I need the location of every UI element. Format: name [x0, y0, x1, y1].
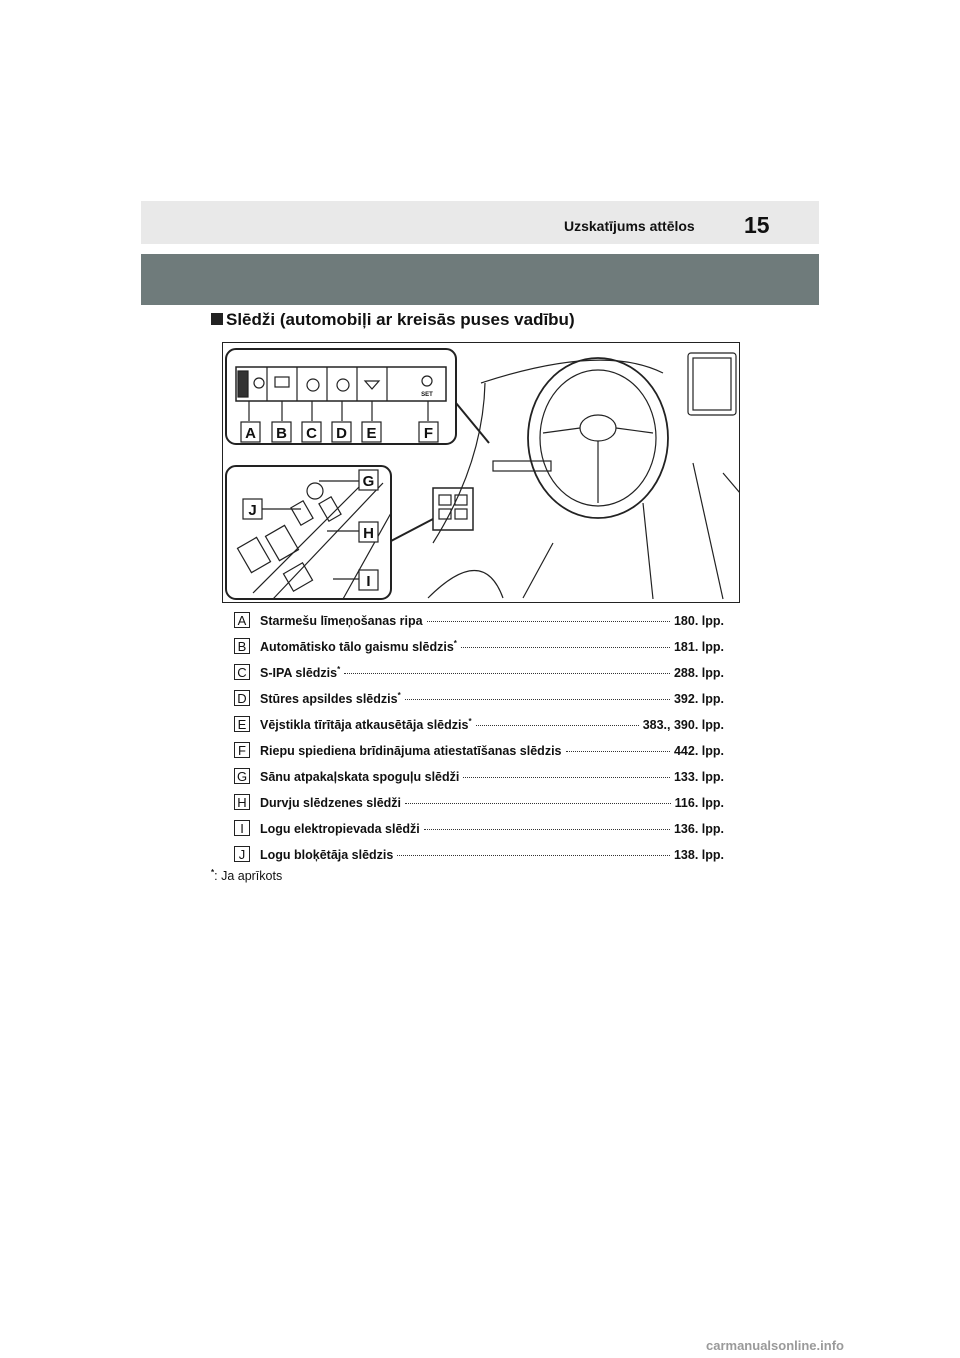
legend-label: Logu bloķētāja slēdzis — [260, 848, 394, 863]
legend-item — [234, 766, 724, 792]
section-heading — [211, 310, 575, 330]
page-reference: 383., 390. lpp. — [642, 718, 724, 733]
legend-label: S-IPA slēdzis — [260, 666, 338, 681]
switch-legend — [234, 610, 724, 870]
legend-label: Vējstikla tīrītāja atkausētāja slēdzis — [260, 718, 469, 733]
legend-item — [234, 844, 724, 870]
callout-J-label: J — [248, 502, 257, 519]
display-screen — [688, 353, 736, 415]
legend-label: Sānu atpakaļskata spoguļu slēdži — [260, 770, 460, 785]
callout-H — [359, 522, 378, 542]
page-reference: 138. lpp. — [673, 848, 724, 863]
callout-G — [359, 470, 378, 490]
header-bar — [141, 201, 819, 244]
callout-I — [359, 570, 378, 590]
legend-key: J — [234, 846, 250, 862]
page-reference: 136. lpp. — [673, 822, 724, 837]
page-reference: 442. lpp. — [673, 744, 724, 759]
callout-J — [243, 499, 262, 519]
steering-heater-icon — [337, 379, 349, 391]
callout-E — [362, 422, 381, 442]
defroster-icon — [365, 381, 379, 389]
vent-panel — [493, 461, 551, 471]
watermark-text: carmanualsonline.info — [706, 1338, 844, 1353]
headlight-dial-icon — [238, 371, 248, 397]
page-number: 15 — [744, 212, 770, 238]
legend-item — [234, 792, 724, 818]
legend-label: Riepu spiediena brīdinājuma atiestatīšanas slēdzis — [260, 744, 562, 759]
legend-key: G — [234, 768, 250, 784]
legend-label: Automātisko tālo gaismu slēdzis — [260, 640, 454, 655]
callout-C-label: C — [306, 425, 317, 442]
legend-key: E — [234, 716, 250, 732]
legend-key: D — [234, 690, 250, 706]
headlight-icon — [254, 378, 264, 388]
callout-G-label: G — [362, 473, 375, 490]
auto-beam-icon — [275, 377, 289, 387]
legend-item: D Stūres apsildes slēdzis* 392. lpp. — [234, 688, 724, 714]
sipa-icon — [307, 379, 319, 391]
page-reference: 180. lpp. — [673, 614, 724, 629]
callout-I-label: I — [366, 573, 371, 590]
callout-D-label: D — [336, 425, 347, 442]
legend-item: B Automātisko tālo gaismu slēdzis* 181. lpp. — [234, 636, 724, 662]
page-reference: 133. lpp. — [673, 770, 724, 785]
callout-F — [419, 422, 438, 442]
callout-B — [272, 422, 291, 442]
callout-A-label: A — [245, 425, 256, 442]
callout-C — [302, 422, 321, 442]
legend-item: C S-IPA slēdzis* 288. lpp. — [234, 662, 724, 688]
legend-key: I — [234, 820, 250, 836]
callout-A — [241, 422, 260, 442]
switches-illustration — [222, 342, 740, 603]
legend-item — [234, 818, 724, 844]
legend-label: Stūres apsildes slēdzis — [260, 692, 398, 707]
legend-key: B — [234, 638, 250, 654]
callout-F-label: F — [423, 425, 434, 442]
legend-key: F — [234, 742, 250, 758]
mirror-knob-icon — [307, 483, 323, 499]
section-band — [141, 254, 819, 305]
legend-key: H — [234, 794, 250, 810]
dashboard-drawing — [223, 343, 740, 603]
bullet-square-icon — [211, 313, 223, 325]
running-header-title: Uzskatījums attēlos — [564, 218, 695, 234]
callout-D — [332, 422, 351, 442]
horn-pad — [580, 415, 616, 441]
page-reference: 116. lpp. — [674, 796, 724, 811]
callout-E-label: E — [366, 425, 377, 442]
legend-label: Logu elektropievada slēdži — [260, 822, 420, 837]
legend-key: C — [234, 664, 250, 680]
section-heading-text: Slēdži (automobiļi ar kreisās puses vadību) — [226, 310, 575, 329]
page-reference: 181. lpp. — [673, 640, 724, 655]
legend-label: Starmešu līmeņošanas ripa — [260, 614, 423, 629]
footnote: *: Ja aprīkots — [211, 868, 283, 884]
page-reference: 288. lpp. — [673, 666, 724, 681]
legend-item — [234, 610, 724, 636]
legend-item: E Vējstikla tīrītāja atkausētāja slēdzis* 383., 390. lpp. — [234, 714, 724, 740]
page-reference: 392. lpp. — [673, 692, 724, 707]
legend-item — [234, 740, 724, 766]
legend-label: Durvju slēdzenes slēdži — [260, 796, 402, 811]
callout-H-label: H — [363, 525, 374, 542]
tire-pressure-icon — [422, 376, 432, 386]
set-label: SET — [421, 392, 433, 398]
legend-key: A — [234, 612, 250, 628]
callout-B-label: B — [276, 425, 287, 442]
